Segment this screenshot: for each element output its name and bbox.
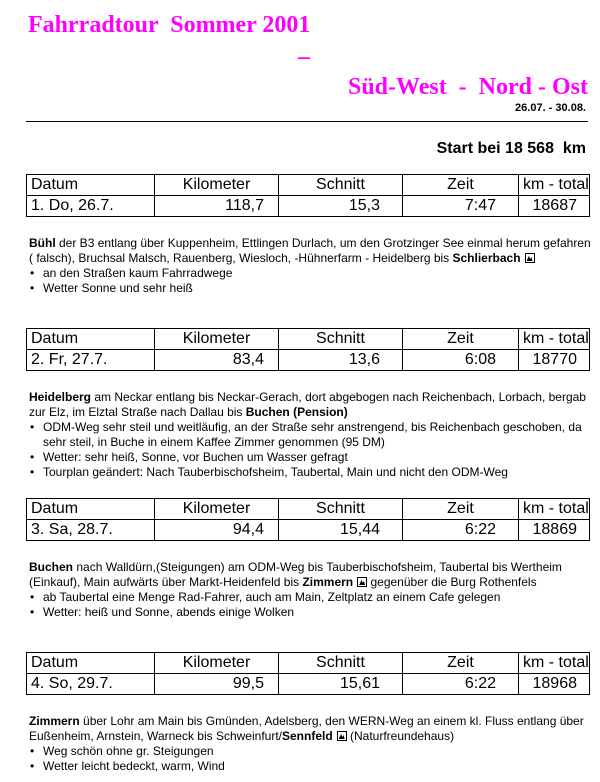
route-text: am Neckar entlang bis Neckar-Gerach, dort abgebogen nach Reichenbach, Lorbach, bergab zur Elz, im Elztal Straße nach Dallau bis	[29, 390, 586, 419]
table-header-row	[27, 175, 590, 196]
cell-kilometer: 83,4	[155, 350, 279, 371]
route-text: über Lohr am Main bis Gmünden, Adelsberg, den WERN-Weg an einem kl. Fluss entlang über Eußenheim, Arnstein, Warneck bis Schweinfurt/	[29, 714, 584, 743]
cell-schnitt: 15,44	[279, 520, 403, 541]
title-dash: –	[298, 44, 310, 70]
cell-zeit: 6:22	[403, 520, 519, 541]
cell-km-total: 18770	[519, 350, 590, 371]
list-item-text: • Tourplan geändert: Nach Tauberbischofsheim, Taubertal, Main und nicht den ODM-Weg	[43, 465, 508, 479]
day-table-4	[26, 652, 590, 695]
list-item	[29, 450, 594, 465]
list-item-text: • Wetter: heiß und Sonne, abends einige Wolken	[43, 605, 295, 619]
table-row	[27, 520, 590, 541]
description-paragraph	[29, 560, 594, 590]
list-item	[29, 590, 594, 605]
description-paragraph	[29, 236, 594, 266]
notes-list	[29, 590, 594, 620]
route-text: der B3 entlang über Kuppenheim, Ettlingen Durlach, um den Grotzinger See einmal herum gefahren ( falsch), Bruchsal Malsch, Rauenberg, Wiesloch, -Hühnerfarm - Heidelberg bis	[29, 236, 591, 265]
day-description-3	[29, 560, 594, 620]
cell-zeit: 6:08	[403, 350, 519, 371]
table-row	[27, 674, 590, 695]
col-zeit: Zeit	[403, 499, 519, 520]
cell-zeit: 7:47	[403, 196, 519, 217]
col-kilometer: Kilometer	[155, 499, 279, 520]
col-datum: Datum	[27, 499, 155, 520]
cell-schnitt: 15,3	[279, 196, 403, 217]
day-table-3	[26, 498, 590, 541]
list-item	[29, 420, 594, 450]
col-schnitt: Schnitt	[279, 329, 403, 350]
col-km-total: km - total	[519, 329, 590, 350]
list-item	[29, 605, 594, 620]
list-item-text: • ab Taubertal eine Menge Rad-Fahrer, auch am Main, Zeltplatz an einem Cafe gelegen	[43, 590, 501, 604]
route-text: nach Walldürn,(Steigungen) am ODM-Weg bis Tauberbischofsheim, Taubertal bis Wertheim (Einkauf), Main aufwärts über Markt-Heidenfeld bis	[29, 560, 562, 589]
col-km-total: km - total	[519, 653, 590, 674]
list-item-text: • Wetter leicht bedeckt, warm, Wind	[43, 759, 225, 773]
list-item-text: • an den Straßen kaum Fahrradwege	[43, 266, 233, 280]
col-datum: Datum	[27, 329, 155, 350]
description-paragraph	[29, 390, 594, 420]
start-place: Heidelberg	[29, 390, 92, 404]
cell-kilometer: 99,5	[155, 674, 279, 695]
cell-km-total: 18869	[519, 520, 590, 541]
cell-kilometer: 118,7	[155, 196, 279, 217]
end-place: Schlierbach	[452, 251, 521, 265]
col-km-total: km - total	[519, 499, 590, 520]
list-item	[29, 281, 594, 296]
start-place: Buchen	[29, 560, 74, 574]
picture-icon	[337, 731, 347, 741]
day-description-2	[29, 390, 594, 480]
route-title: Süd-West - Nord - Ost	[347, 74, 588, 100]
end-place: Sennfeld	[282, 729, 333, 743]
table-row	[27, 196, 590, 217]
notes-list	[29, 266, 594, 296]
list-item-text: • Wetter Sonne und sehr heiß	[43, 281, 193, 295]
cell-zeit: 6:22	[403, 674, 519, 695]
cell-km-total: 18968	[519, 674, 590, 695]
day-table-2	[26, 328, 590, 371]
col-zeit: Zeit	[403, 175, 519, 196]
day-table-1	[26, 174, 590, 217]
start-place: Bühl	[29, 236, 56, 250]
cell-schnitt: 15,61	[279, 674, 403, 695]
picture-icon	[525, 253, 535, 263]
col-datum: Datum	[27, 653, 155, 674]
end-place: Buchen (Pension)	[245, 405, 348, 419]
document-title: Fahrradtour Sommer 2001	[28, 12, 311, 38]
route-text-end: (Naturfreundehaus)	[346, 729, 455, 743]
table-row	[27, 350, 590, 371]
table-header-row	[27, 499, 590, 520]
cell-datum: 4. So, 29.7.	[27, 674, 155, 695]
col-kilometer: Kilometer	[155, 329, 279, 350]
route-text-end: gegenüber die Burg Rothenfels	[367, 575, 537, 589]
notes-list	[29, 420, 594, 480]
cell-datum: 1. Do, 26.7.	[27, 196, 155, 217]
list-item	[29, 759, 594, 774]
col-schnitt: Schnitt	[279, 653, 403, 674]
cell-km-total: 18687	[519, 196, 590, 217]
date-range: 26.07. - 30.08.	[515, 102, 586, 114]
col-zeit: Zeit	[403, 329, 519, 350]
table-header-row	[27, 653, 590, 674]
col-km-total: km - total	[519, 175, 590, 196]
cell-kilometer: 94,4	[155, 520, 279, 541]
start-km: Start bei 18 568 km	[436, 140, 586, 157]
end-place: Zimmern	[302, 575, 354, 589]
col-schnitt: Schnitt	[279, 175, 403, 196]
list-item-text: • ODM-Weg sehr steil und weitläufig, an der Straße sehr anstrengend, bis Reichenbach geschoben, da sehr steil, in Buche in einem Kaffee Zimmer genommen (95 DM)	[43, 420, 582, 449]
picture-icon	[357, 577, 367, 587]
col-datum: Datum	[27, 175, 155, 196]
cell-datum: 2. Fr, 27.7.	[27, 350, 155, 371]
notes-list	[29, 744, 594, 774]
list-item-text: • Weg schön ohne gr. Steigungen	[43, 744, 214, 758]
start-place: Zimmern	[29, 714, 80, 728]
col-schnitt: Schnitt	[279, 499, 403, 520]
day-description-1	[29, 236, 594, 296]
list-item-text: • Wetter: sehr heiß, Sonne, vor Buchen um Wasser gefragt	[43, 450, 348, 464]
day-description-4	[29, 714, 594, 774]
description-paragraph	[29, 714, 594, 744]
header-rule	[26, 121, 588, 122]
list-item	[29, 266, 594, 281]
list-item	[29, 744, 594, 759]
cell-schnitt: 13,6	[279, 350, 403, 371]
table-header-row	[27, 329, 590, 350]
col-kilometer: Kilometer	[155, 175, 279, 196]
col-zeit: Zeit	[403, 653, 519, 674]
cell-datum: 3. Sa, 28.7.	[27, 520, 155, 541]
list-item	[29, 465, 594, 480]
col-kilometer: Kilometer	[155, 653, 279, 674]
